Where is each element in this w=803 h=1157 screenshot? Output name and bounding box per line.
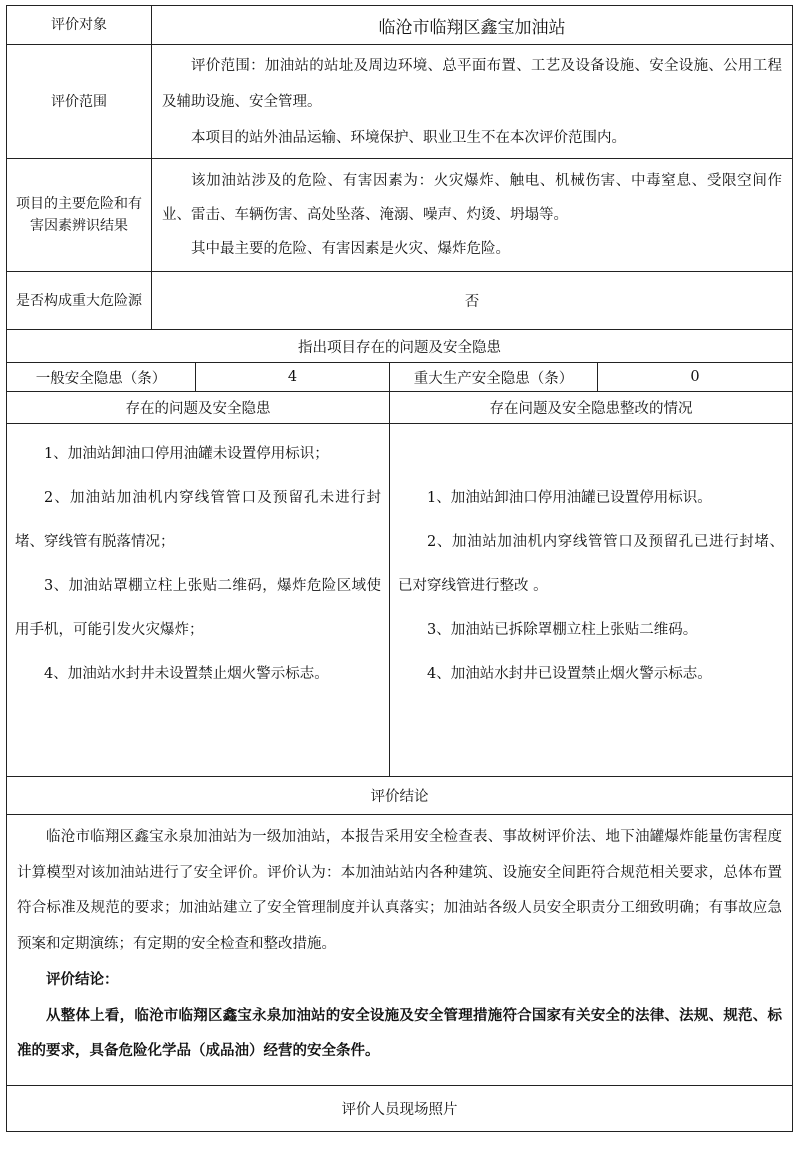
row-column-headers — [7, 392, 793, 424]
evaluation-report-table — [6, 5, 792, 1132]
issue-item: 1、加油站卸油口停用油罐未设置停用标识； — [44, 446, 329, 462]
report-table — [6, 5, 793, 1132]
issue-item: 2、加油站加油机内穿线管管口及预留孔未进行封堵、穿线管有脱落情况； — [15, 490, 381, 550]
conclusion-subheading: 评价结论： — [46, 971, 119, 988]
major-hazard-label: 是否构成重大危险源 — [7, 272, 152, 330]
issues-column-header: 存在的问题及安全隐患 — [7, 392, 390, 424]
evaluation-scope-content — [152, 45, 793, 159]
evaluation-object-value: 临沧市临翔区鑫宝加油站 — [152, 6, 793, 45]
row-issues-header — [7, 330, 793, 363]
conclusion-content — [7, 815, 793, 1086]
row-major-hazard-source — [7, 272, 793, 330]
row-conclusion-content — [7, 815, 793, 1086]
issue-item: 4、加油站水封井未设置禁止烟火警示标志。 — [44, 666, 329, 682]
issues-section-header: 指出项目存在的问题及安全隐患 — [7, 330, 793, 363]
general-hazard-count-value: 4 — [196, 363, 390, 392]
conclusion-body: 临沧市临翔区鑫宝永泉加油站为一级加油站，本报告采用安全检查表、事故树评价法、地下油罐爆炸能量伤害程度计算模型对该加油站进行了安全评价。评价认为：本加油站站内各种建筑、设施安全间距符合规范相关要求，总体布置符合标准及规范的要求；加油站建立了安全管理制度并认真落实；加油站各级人员安全职责分工细致明确；有事故应急预案和定期演练；有定期的安全检查和整改措施。 — [17, 829, 782, 952]
scope-paragraph: 评价范围：加油站的站址及周边环境、总平面布置、工艺及设备设施、安全设施、公用工程及辅助设施、安全管理。 — [162, 57, 782, 110]
site-photos-header: 评价人员现场照片 — [7, 1086, 793, 1132]
evaluation-object-label: 评价对象 — [7, 6, 152, 45]
row-evaluation-scope — [7, 45, 793, 159]
hazard-identification-label: 项目的主要危险和有害因素辨识结果 — [7, 159, 152, 272]
scope-paragraph: 本项目的站外油品运输、环境保护、职业卫生不在本次评价范围内。 — [191, 129, 626, 146]
row-conclusion-header — [7, 777, 793, 815]
row-hazard-identification — [7, 159, 793, 272]
hazard-paragraph: 其中最主要的危险、有害因素是火灾、爆炸危险。 — [191, 241, 510, 257]
row-photos-header — [7, 1086, 793, 1132]
rectification-item: 3、加油站已拆除罩棚立柱上张贴二维码。 — [427, 622, 698, 638]
hazard-identification-content — [152, 159, 793, 272]
major-hazard-count-value: 0 — [598, 363, 793, 392]
issues-list — [7, 424, 390, 777]
major-hazard-value: 否 — [152, 272, 793, 330]
row-issues-and-rectifications — [7, 424, 793, 777]
row-hazard-counts — [7, 363, 793, 392]
hazard-paragraph: 该加油站涉及的危险、有害因素为：火灾爆炸、触电、机械伤害、中毒窒息、受限空间作业、雷击、车辆伤害、高处坠落、淹溺、噪声、灼烫、坍塌等。 — [162, 173, 782, 223]
conclusion-final: 从整体上看，临沧市临翔区鑫宝永泉加油站的安全设施及安全管理措施符合国家有关安全的法律、法规、规范、标准的要求，具备危险化学品（成品油）经营的安全条件。 — [17, 1006, 782, 1059]
row-evaluation-object — [7, 6, 793, 45]
major-hazard-count-label: 重大生产安全隐患（条） — [390, 363, 598, 392]
rectification-item: 1、加油站卸油口停用油罐已设置停用标识。 — [427, 490, 712, 506]
rectification-list — [390, 424, 793, 777]
conclusion-header: 评价结论 — [7, 777, 793, 815]
general-hazard-count-label: 一般安全隐患（条） — [7, 363, 196, 392]
rectification-column-header: 存在问题及安全隐患整改的情况 — [390, 392, 793, 424]
rectification-item: 4、加油站水封井已设置禁止烟火警示标志。 — [427, 666, 712, 682]
rectification-item: 2、加油站加油机内穿线管管口及预留孔已进行封堵、已对穿线管进行整改 。 — [398, 534, 784, 594]
evaluation-scope-label: 评价范围 — [7, 45, 152, 159]
issue-item: 3、加油站罩棚立柱上张贴二维码，爆炸危险区域使用手机，可能引发火灾爆炸； — [15, 578, 381, 638]
